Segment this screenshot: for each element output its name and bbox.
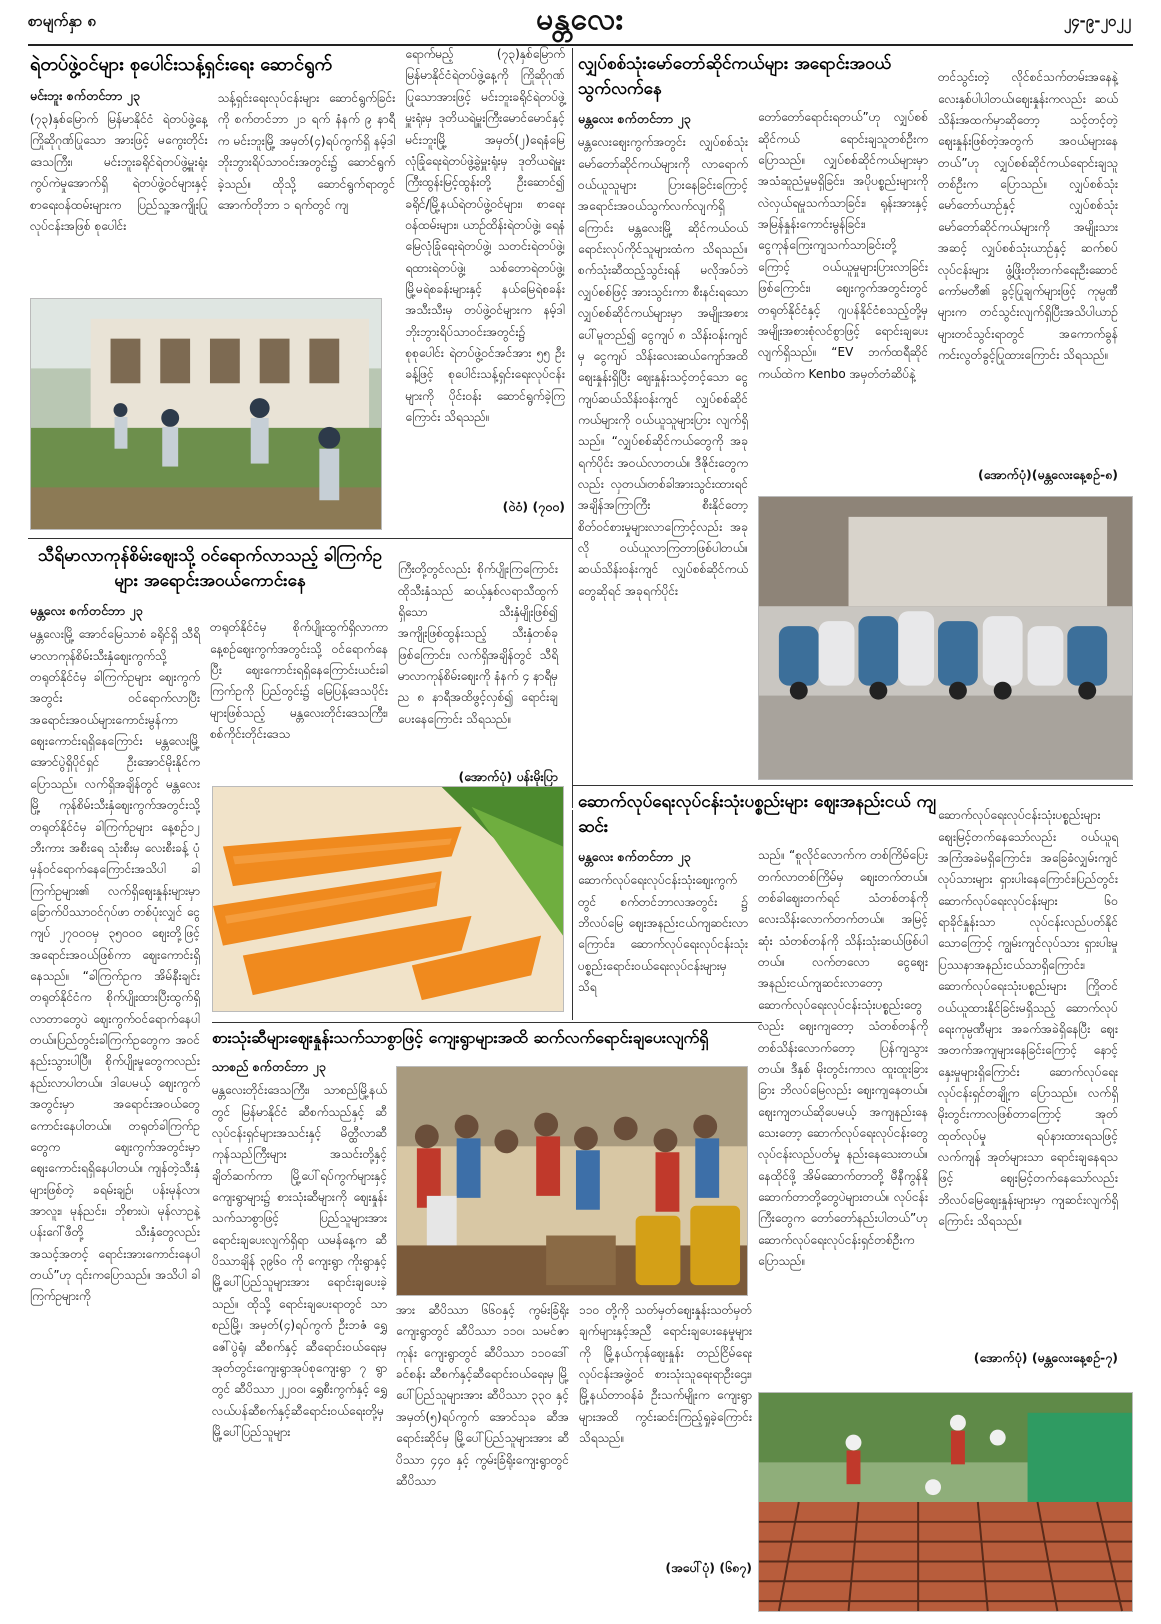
article-body: မန္တလေးတိုင်းဒေသကြီး၊ သာစည်မြို့နယ်တွင် မြန်မာနိုင်ငံ ဆီစက်သည်နှင့် ဆီလုပ်ငန်းရှင်များအသင်းနှင့် မိတ္ထီလာဆီကုန်သည်ကြီးများ အသင်းတို့နှင့် ချိတ်ဆက်ကာ မြို့ပေါ်ရပ်ကွက်များနှင့် ကျေးရွာများ၌ စားသုံးဆီများကို ဈေးနှုန်းသက်သာစွာဖြင့် ပြည်သူများအားရောင်းချပေးလျက်ရှိရာ ယမန်နေ့က ဆီပိဿာချိန် ၃၉၆၀ ကို ကျေးရွာ ကိုးရွာနှင့် မြို့ပေါ်ပြည်သူများအား ရောင်းချပေးခဲ့သည်။ ထိုသို့ ရောင်းချပေးရာတွင် သာစည်မြို့၊ အမှတ်(၄)ရပ်ကွက် ဦးဘဇံ ရွှေဇေါ်ပွဲရုံ၊ ဆီစက်နှင့် ဆီရောင်းဝယ်ရေးမှ အုတ်တွင်းကျေးရွာအုပ်စုကျေးရွာ ၇ ရွာတွင် ဆီပိဿာ ၂၂၀၀၊ ရွှေစီးကွက်နှင့် ရွှေလယ်ပန်ဆီစက်နှင့်ဆီရောင်းဝယ်ရေးတို့မှ မြို့ပေါ်ပြည်သူများ — [212, 1083, 387, 1439]
article-body: ကြီးတို့တွင်လည်း စိုက်ပျိုးကြကြောင်းထိုသီးနှံသည် ဆယ့်နှစ်လရာသီထွက်ရှိသော သီးနှံမျိုးဖြစ်၍ အကျိုးဖြစ်ထွန်းသည့် သီးနှံတစ်ခုဖြစ်ကြောင်း၊ လက်ရှိအချိန်တွင် သီရိမာလာကုန်စိမ်းဈေးကို နံနက် ၄ နာရီမှ ည ၈ နာရီအထိဖွင့်လှစ်၍ ရောင်းချပေးနေကြောင်း သိရသည်။ — [398, 562, 558, 726]
article-body: တင်သွင်းတဲ့ လိုင်စင်သက်တမ်းအနေနဲ့ လေးနှစ်ပါပါတယ်၊ဈေးနှုန်းကလည်း ဆယ်သိန်းအထက်မှာဆိုတော့ သင့်တင့်တဲ့ဈေးနှုန်းဖြစ်တဲ့အတွက် အဝယ်များနေတယ်”ဟု လျှပ်စစ်ဆိုင်ကယ်ရောင်းချသူတစ်ဦးက ပြောသည်။ လျှပ်စစ်သုံးမော်တော်ယာဉ်နှင့် လျှပ်စစ်သုံးမော်တော်ဆိုင်ကယ်များကို အမျိုးသားအဆင့် လျှပ်စစ်သုံးယာဉ်နှင့် ဆက်စပ်လုပ်ငန်းများ ဖွံ့ဖြိုးတိုးတက်ရေးဦးဆောင်ကော်မတီ၏ ခွင့်ပြုချက်များဖြင့် ကုမ္ပဏီများက တင်သွင်းလျက်ရှိပြီးအသိပါယာဉ်များတင်သွင်းရာတွင် အကောက်ခွန် ကင်းလွတ်ခွင့်ပြုထားကြောင်း သိရသည်။ — [938, 70, 1118, 362]
article-electric-motorcycles — [578, 52, 1133, 598]
article-body: မန္တလေးဈေးကွက်အတွင်း လျှပ်စစ်သုံး မော်တော်ဆိုင်ကယ်များကို လာရောက်ဝယ်ယူသူများ ပြားနေခြင်းကြောင့် အရောင်းအဝယ်သွက်လက်လျက်ရှိကြောင်း မန္တလေးမြို့ ဆိုင်ကယ်ဝယ်ရောင်းလုပ်ကိုင်သူများထံက သိရသည်။ စက်သုံးဆီထည့်သွင်းရန် မလိုအပ်ဘဲ လျှပ်စစ်ဖြင့် အားသွင်းကာ စီးနင်းရသော လျှပ်စစ်ဆိုင်ကယ်များမှာ အမျိုးအစားပေါ်မူတည်၍ ငွေကျပ် ၈ သိန်းဝန်းကျင်မှ ငွေကျပ် သိန်းလေးဆယ်ကျော်အထိ ဈေးနှုန်းရှိပြီး ဈေးနှုန်းသင့်တင့်သော ငွေကျပ်ဆယ်သိန်းဝန်းကျင် လျှပ်စစ်ဆိုင်ကယ်များကို ဝယ်ယူသူများပြား လျက်ရှိသည်။ “လျှပ်စစ်ဆိုင်ကယ်တွေကို အခုရက်ပိုင်း အဝယ်လာတယ်။ ဒီဇိုင်းတွေကလည်း လှတယ်၊တစ်ခါအားသွင်းထားရင် အချိန်အကြာကြီး စီးနိုင်တော့ စိတ်ဝင်စားမှုများလာကြောင့်လည်း အခုလို ဝယ်ယူလာကြတာဖြစ်ပါတယ်။ ဆယ်သိန်းဝန်းကျင် လျှပ်စစ်ဆိုင်ကယ်တွေဆိုရင် အခုရက်ပိုင်း — [578, 135, 748, 598]
article-body: တရုတ်နိုင်ငံမှ စိုက်ပျိုးထွက်ရှိလာကာ နေ့စဉ်ဈေးကွက်အတွင်းသို့ ဝင်ရောက်နေပြီး ဈေးကောင်းရရှိနေကြောင်းယင်းခါကြက်ဥကို ပြည်တွင်း၌ မြေပြန့်ဒေသပိုင်းများဖြစ်သည့် မန္တလေးတိုင်းဒေသကြီး၊ စစ်ကိုင်းတိုင်းဒေသ — [210, 620, 388, 742]
article-cooking-oil-cont — [396, 1300, 752, 1616]
article-headline: ရဲတပ်ဖွဲ့ဝင်များ စုပေါင်းသန့်ရှင်းရေး ဆောင်ရွက် — [30, 54, 333, 75]
article-headline: စားသုံးဆီများဈေးနှုန်းသက်သာစွာဖြင့် ကျေးရွာများအထိ ဆက်လက်ရောင်းချပေးလျက်ရှိ — [212, 1028, 709, 1047]
photo-police-cleaning — [30, 298, 382, 530]
photo-credit: (အောက်ပုံ) (မန္တလေးနေ့စဉ်-၇) — [973, 1350, 1118, 1366]
photo-credit: (အပေါ်ပုံ) (၆၈၇) — [665, 1560, 752, 1575]
article-body: (၇၃)နှစ်မြောက် မြန်မာနိုင်ငံ ရဲတပ်ဖွဲ့နေ့ ကြိုဆိုဂုဏ်ပြုသော အားဖြင့် မကွေးတိုင်းဒေသကြီး၊ မင်းဘူးခရိုင်ရဲတပ်ဖွဲ့မှူးရုံး ကွပ်ကဲမှုအောက်ရှိ ရဲတပ်ဖွဲ့ဝင်များနှင့် စာရေးဝန်ထမ်းများက ပြည်သူ့အကျိုးပြုလုပ်ငန်းအဖြစ် စုပေါင်း — [30, 112, 208, 233]
article-body: ၁၁၀ တို့ကို သတ်မှတ်ဈေးနှုန်းသတ်မှတ်ချက်များနှင့်အညီ ရောင်းချပေးနေမှုများကို မြို့နယ်ကုန်ဈေးနှုန်း တည်ငြိမ်ရေးလုပ်ငန်းအဖွဲ့ဝင် စားသုံးသူရေးရာဦးဌေး၊ မြို့နယ်တာဝန်ခံ ဦးသက်မျိုးက ကျေးရွာများအထိ ကွင်းဆင်းကြည့်ရှုခဲ့ကြောင်း သိရသည်။ — [579, 1303, 752, 1446]
article-headline: သီရိမာလာကုန်စိမ်းဈေးသို့ ဝင်ရောက်လာသည့် ခါကြက်ဥများ အရောင်းအဝယ်ကောင်းနေ — [37, 546, 383, 591]
section-divider — [28, 538, 572, 539]
article-dateline: သာစည် စက်တင်ဘာ ၂၃ — [212, 1059, 326, 1075]
article-body: ရောက်မည့် (၇၃)နှစ်မြောက် မြန်မာနိုင်ငံရဲတပ်ဖွဲ့နေ့ကို ကြိုဆိုဂုဏ်ပြုသောအားဖြင့် မင်းဘူးခရိုင်ရဲတပ်ဖွဲ့မှူးရုံးမှ ဒုတိယရဲမှူးကြီးမောင်မောင်နှင့် မင်းဘူးမြို့ အမှတ်(၂)ရေနံမြေလုံခြုံရေးရဲတပ်ဖွဲ့ခွဲမှူးရုံးမှ ဒုတိယရဲမှူးကြီးထွန်းမြင့်ထွန်းတို့ ဦးဆောင်၍ ခရိုင်/မြို့နယ်ရဲတပ်ဖွဲ့ဝင်များ၊ စာရေးဝန်ထမ်းများ၊ ယာဉ်ထိန်းရဲတပ်ဖွဲ့၊ ရေနံမြေလုံခြုံရေးရဲတပ်ဖွဲ့၊ သတင်းရဲတပ်ဖွဲ့၊ ရထားရဲတပ်ဖွဲ့၊ သစ်တောရဲတပ်ဖွဲ့၊ မြို့မရဲစခန်းများနှင့် နယ်မြေရဲစခန်းအသီးသီးမှ တပ်ဖွဲ့ဝင်များက နမ့်ဒါဘိုးဘွားရိပ်သာဝင်းအတွင်း၌ စုစုပေါင်း ရဲတပ်ဖွဲ့ဝင်အင်အား ၅၅ ဦးခန့်ဖြင့် စုပေါင်းသန့်ရှင်းရေးလုပ်ငန်းများကို ပိုင်းဝန်း ဆောင်ရွက်ခဲ့ကြကြောင်း သိရသည်။ — [405, 47, 565, 425]
article-body: ဆောက်လုပ်ရေးလုပ်ငန်းသုံးဈေးကွက်တွင် စက်တင်ဘာလအတွင်း ၌ ဘိလပ်မြေ ဈေးအနည်းငယ်ကျဆင်းလာကြောင်း၊ ဆောက်လုပ်ရေးလုပ်ငန်းသုံးပစ္စည်းရောင်းဝယ်ရေးလုပ်ငန်းများမှ သိရ — [578, 873, 748, 995]
photo-credit: (အောက်ပုံ)(မန္တလေးနေ့စဉ်-၈) — [978, 467, 1118, 483]
photo-cooking-oil — [396, 1066, 748, 1296]
article-headline: ဆောက်လုပ်ရေးလုပ်ငန်းသုံးပစ္စည်းများ ဈေးအနည်းငယ် ကျဆင်း — [578, 792, 936, 837]
article-dateline: မန္တလေး စက်တင်ဘာ ၂၃ — [578, 849, 691, 865]
article-dateline: မန္တလေး စက်တင်ဘာ ၂၃ — [578, 111, 691, 127]
issue-date: ၂၄-၉-၂၀၂၂ — [1063, 12, 1131, 30]
article-body: ဆောက်လုပ်ရေးလုပ်ငန်းသုံးပစ္စည်းများ ဈေးမြင့်တက်နေသော်လည်း ဝယ်ယူရအကြံအခဲမရှိကြောင်း၊ အခြေခံလျှမ်းကျင်လုပ်သားများ ရှားပါးနေကြောင်း၊ပြည်တွင်းဆောက်လုပ်ရေးလုပ်ငန်းများ ၆၀ ရာခိုင်နှုန်းသာ လုပ်ငန်းလည်ပတ်နိုင်သောကြောင့် ကျွမ်းကျင်လုပ်သား ရှားပါးမှုပြဿနာအနည်းငယ်သာရှိကြောင်း၊ဆောက်လုပ်ရေးသုံးပစ္စည်းများ ကြိုတင်ဝယ်ယူထားနိုင်ခြင်းမရှိသည့် ဆောက်လုပ်ရေးကုမ္ပဏီများ အခက်အခဲရှိနေပြီး ဈေးအတက်အကျများနေခြင်းကြောင့် နောင့်နှေးမှုများရှိကြောင်း ဆောက်လုပ်ရေးလုပ်ငန်းရှင်တချို့က ပြောသည်။ လက်ရှိ မိုးတွင်းကာလဖြစ်တာကြောင့် အုတ်ထုတ်လုပ်မှု ရပ်နားထားရသဖြင့် လက်ကျန် အုတ်များသာ ရောင်းချနေရသဖြင့် ဈေးမြင့်တက်နေသော်လည်း ဘိလပ်မြေဈေးနှုန်းများမှာ ကျဆင်းလျက်ရှိကြောင်း သိရသည်။ — [938, 808, 1118, 1229]
article-body: တော်တော်ရောင်းရတယ်”ဟု လျှပ်စစ်ဆိုင်ကယ် ရောင်းချသူတစ်ဦးက ပြောသည်။ လျှပ်စစ်ဆိုင်ကယ်များမှာ အသံဆူညံမှုမရှိခြင်း၊ အပိုပစ္စည်းများကို လဲလှယ်ရမှုသက်သာခြင်း၊ ရုန်းအားနှင့် အမြန်နှုန်းကောင်းမွန်ခြင်း၊ ငွေကုန်ကြေးကျသက်သာခြင်းတို့ကြောင့် ဝယ်ယူမှုများပြားလာခြင်းဖြစ်ကြောင်း၊ ဈေးကွက်အတွင်းတွင် တရုတ်နိုင်ငံနှင့် ဂျပန်နိုင်ငံစသည့်တို့မှ အမျိုးအစားစုံလင်စွာဖြင့် ရောင်းချပေးလျက်ရှိသည်။ “EV ဘက်ထရီဆိုင်ကယ်ထဲက Kenbo အမှတ်တံဆိပ်နဲ့ — [758, 110, 928, 381]
photo-carrots — [212, 786, 564, 1012]
masthead-rule — [28, 44, 1133, 46]
page-number: စာမျက်နှာ ၈ — [28, 12, 96, 30]
article-dateline: မန္တလေး စက်တင်ဘာ ၂၃ — [30, 603, 143, 619]
photo-credit: (အောက်ပုံ) ပန်းမိုးပြာ — [458, 769, 558, 785]
article-dateline: မင်းဘူး စက်တင်ဘာ ၂၃ — [30, 88, 140, 104]
column-divider — [572, 810, 573, 1020]
article-body: မန္တလေးမြို့ အောင်မြေသာစံ ခရိုင်ရှိ သီရိမာလာကုန်စိမ်းသီးနှံဈေးကွက်သို့ တရုတ်နိုင်ငံမှ ခါကြက်ဥများ ဈေးကွက်အတွင်း ဝင်ရောက်လာပြီး အရောင်းအဝယ်များကောင်းမွန်ကာ ဈေးကောင်းရရှိနေကြောင်း မန္တလေးမြို့ အောင်ပွဲရှိပိုင်ရှင် ဦးအောင်မိုးနိုင်က ပြောသည်။ လက်ရှိအချိန်တွင် မန္တလေးမြို့ ကုန်စိမ်းသီးနှံဈေးကွက်အတွင်းသို့ တရုတ်နိုင်ငံမှ ခါကြက်ဥများ နေ့စဉ်၁၂ ဘီးကား အစီးရေ သုံးစီးမှ လေးစီးခန့် ပုံမှန်ဝင်ရောက်နေကြောင်းအသိပါ ခါကြက်ဥများ၏ လက်ရှိဈေးနှုန်းများမှာ ခြောက်ပိဿာဝင်ဂုပ်ဖာ တစ်ပုံးလျှင် ငွေကျပ် ၂၇၀၀၀မှ ၃၅၀၀၀ ဈေးတို့ဖြင့် အရောင်းအဝယ်ဖြစ်ကာ ဈေးကောင်းရှိနေသည်။ “ခါကြက်ဥက အိမ်နီးချင်းတရုတ်နိုင်ငံက စိုက်ပျိုးထားပြီးထွက်ရှိလာတာတွေပဲ ဈေးကွက်ဝင်ရောက်နေပါတယ်။ပြည်တွင်းခါကြက်ဥတွေက အဝင်နည်းသွားပါပြီ။ စိုက်ပျိုးမှုတွေကလည်း နည်းလာပါတယ်။ ဒါပေမယ့် ဈေးကွက်အတွင်းမှာ အရောင်းအဝယ်တွေ ကောင်းနေပါတယ်။ တရုတ်ခါကြက်ဥတွေက ဈေးကွက်အတွင်းမှာ ဈေးကောင်းရရှိနေပါတယ်။ ကျန်တဲ့သီးနှံများဖြစ်တဲ့ ခရမ်းချဉ်၊ ပန်းမုန်လာ၊ အာလူး၊ မုန်ညင်း၊ ဘိုစားပဲ၊ မုန်လာဥနဲ့ ပန်းဂေါ်ဖီတို့ သီးနှံတွေလည်း အသင့်အတင့် ရောင်းအားကောင်းနေပါတယ်”ဟု ၎င်းကပြောသည်။ အသိပါ ခါကြက်ဥများကို — [30, 627, 200, 1304]
article-headline: လျှပ်စစ်သုံးမော်တော်ဆိုင်ကယ်များ အရောင်းအဝယ်သွက်လက်နေ — [578, 54, 892, 99]
masthead — [0, 0, 1161, 44]
article-body: သန့်ရှင်းရေးလုပ်ငန်းများ ဆောင်ရွက်ခြင်းကို စက်တင်ဘာ ၂၁ ရက် နံနက် ၉ နာရီက မင်းဘူးမြို့ အမှတ်(၄)ရပ်ကွက်ရှိ နမ့်ဒါဘိုးဘွားရိပ်သာဝင်းအတွင်း၌ ဆောင်ရွက်ခဲ့သည်။ ထိုသို့ ဆောင်ရွက်ရာတွင် အောက်တိုဘာ ၁ ရက်တွင် ကျ — [217, 91, 396, 212]
logo-text: မန္တလေး — [536, 2, 624, 37]
article-body: သည်။ “စူလိုင်လောက်က တစ်ကြိမ်ပြေးတက်လာတစ်ကြိမ်မှ ဈေးတက်တယ်။ တစ်ခါဈေးတက်ရင် သံတစ်တန်ကို လေးသိန်းလောက်တက်တယ်။ အမြင့်ဆုံး သံတစ်တန်ကို သိန်းသုံးဆယ်ဖြစ်ပါတယ်။ လက်တလော ငွေဈေးအနည်းငယ်ကျဆင်းလာတော့ ဆောက်လုပ်ရေးလုပ်ငန်းသုံးပစ္စည်းတွေလည်း ဈေးကျတော့ သံတစ်တန်ကို တစ်သိန်းလောက်တော့ ပြန်ကျသွားတယ်။ ဒီနှစ် မိုးတွင်းကာလ ထူးထူးခြားခြား ဘိလပ်မြေလည်း ဈေးကျနေတယ်။ ဈေးကျတယ်ဆိုပေမယ့် အကျနည်းနေသေးတော့ ဆောက်လုပ်ရေးလုပ်ငန်းတွေ လုပ်ငန်းလည်ပတ်မှု နည်းနေသေးတယ်။ နေထိုင်ဖို့ အိမ်ဆောက်တာတို့ မီနီကွန်နိုဆောက်တာတို့တွေပဲများတယ်။ လုပ်ငန်းကြီးတွေက တော်တော်နည်းပါတယ်”ဟု ဆောက်လုပ်ရေးလုပ်ငန်းရှင်တစ်ဦးက ပြောသည်။ — [758, 848, 928, 1269]
photo-credit: (ဝဲ၀ံ) (၇၀၀) — [502, 499, 565, 515]
photo-construction — [758, 1392, 1133, 1612]
newspaper-logo — [500, 2, 660, 42]
article-body: အား ဆီပိဿာ ၆၆၀နှင့် ကွမ်းခြံရိုးကျေးရွာတွင် ဆီပိဿာ ၁၁၀၊ သမင်ဇာကုန်း ကျေးရွာတွင် ဆီပိဿာ ၁၁၀ဒေါ်ခင်စန်း ဆီစက်နှင့်ဆီရောင်းဝယ်ရေးမှ မြို့ပေါ်ပြည်သူများအား ဆီပိဿာ ၃၃၀ နှင့် အမှတ်(၅)ရပ်ကွက် အောင်သုခ ဆီအရောင်းဆိုင်မှ မြို့ပေါ်ပြည်သူများအား ဆီပိဿာ ၄၄၀ နှင့် ကွမ်းခြံရိုးကျေးရွာတွင် ဆီပိဿာ — [396, 1303, 569, 1488]
column-divider — [572, 48, 573, 808]
photo-electric-motorcycles — [758, 496, 1133, 780]
